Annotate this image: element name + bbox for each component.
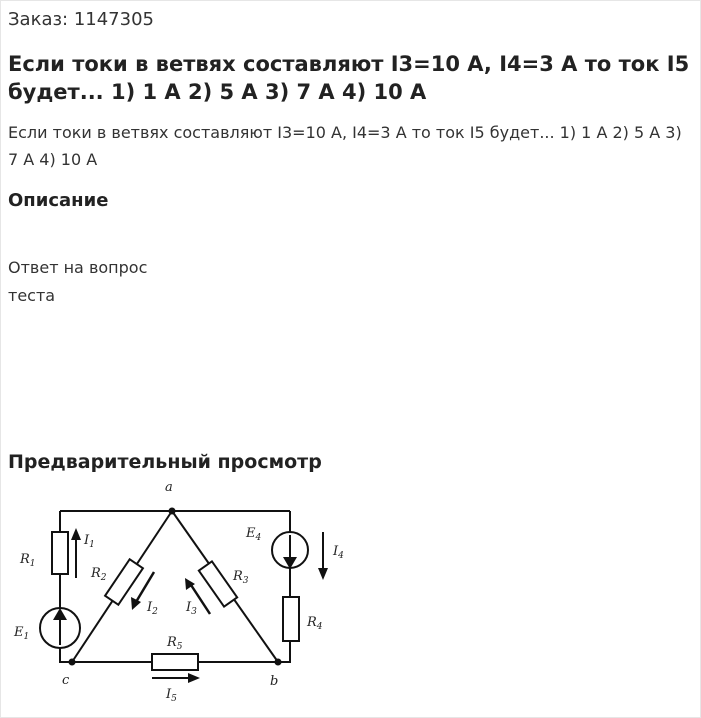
label-r2: $R_2$	[91, 566, 107, 583]
label-i3: $I_3$	[186, 600, 197, 617]
label-i5: $I_5$	[166, 687, 177, 704]
resistor-r4	[283, 597, 299, 641]
label-r1: $R_1$	[20, 552, 36, 569]
circuit-diagram	[0, 474, 380, 714]
label-r3: $R_3$	[233, 569, 249, 586]
resistor-r5	[152, 654, 198, 670]
node-a	[169, 508, 176, 515]
label-node-c: c	[62, 673, 70, 688]
description-answer: Ответ на вопрос теста	[8, 258, 148, 305]
page-title: Если токи в ветвях составляют I3=10 A, I4=3 A то ток I5 будет... 1) 1 A 2) 5 A 3) 7 A 4) 10 A	[8, 52, 690, 104]
arrow-i1	[71, 528, 81, 578]
preview-heading: Предварительный просмотр	[8, 451, 322, 473]
label-i4: $I_4$	[333, 544, 344, 561]
label-e1: $E_1$	[14, 625, 30, 642]
resistor-r3	[199, 561, 237, 606]
resistor-r1	[52, 532, 68, 574]
label-i2: $I_2$	[147, 600, 158, 617]
label-e4: $E_4$	[246, 526, 262, 543]
arrow-i5	[152, 673, 200, 683]
node-b	[275, 659, 282, 666]
source-e4	[272, 532, 308, 569]
arrow-i4	[318, 532, 328, 580]
node-c	[69, 659, 76, 666]
source-e1	[40, 608, 80, 648]
label-r4: $R_4$	[307, 615, 323, 632]
label-r5: $R_5$	[167, 635, 183, 652]
label-node-b: b	[270, 674, 279, 689]
label-i1: $I_1$	[84, 533, 95, 550]
label-node-a: a	[165, 480, 173, 495]
question-text: Если токи в ветвях составляют I3=10 A, I4=3 A то ток I5 будет... 1) 1 A 2) 5 A 3) 7 A 4) 10 A	[8, 123, 682, 169]
order-number: Заказ: 1147305	[8, 9, 154, 30]
description-heading: Описание	[8, 190, 109, 211]
